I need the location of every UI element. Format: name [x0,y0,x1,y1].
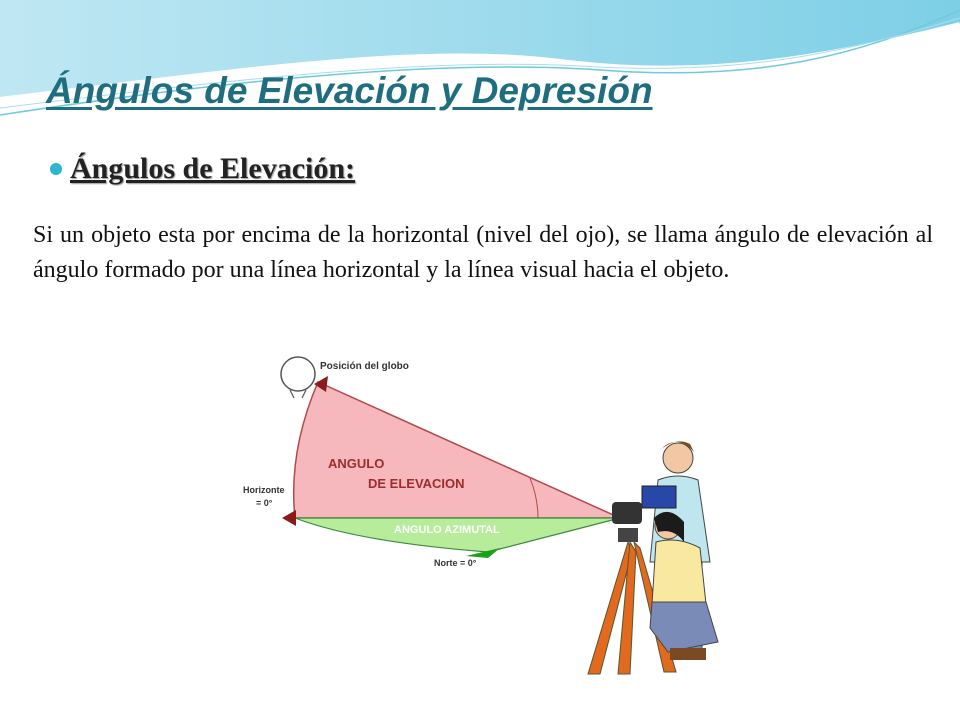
elevation-label-line1: ANGULO [328,456,385,471]
horizon-label-line2: = 0° [256,498,273,508]
bullet-item [50,152,355,186]
elevation-label-line2: DE ELEVACION [368,476,465,491]
bullet-dot-icon [50,163,62,175]
slide-title: Ángulos de Elevación y Depresión [46,70,653,111]
horizon-label-line1: Horizonte [243,485,285,495]
bullet-heading: Ángulos de Elevación: [70,152,356,185]
north-label: Norte = 0° [434,558,477,568]
elevation-angle-illustration [238,352,722,680]
balloon-position-label: Posición del globo [320,361,409,372]
azimuth-label: ANGULO AZIMUTAL [394,524,500,536]
body-paragraph: Si un objeto esta por encima de la horizontal (nivel del ojo), se llama ángulo de elevación al ángulo formado por una línea horizontal y la línea visual hacia el objeto. [33,222,933,283]
